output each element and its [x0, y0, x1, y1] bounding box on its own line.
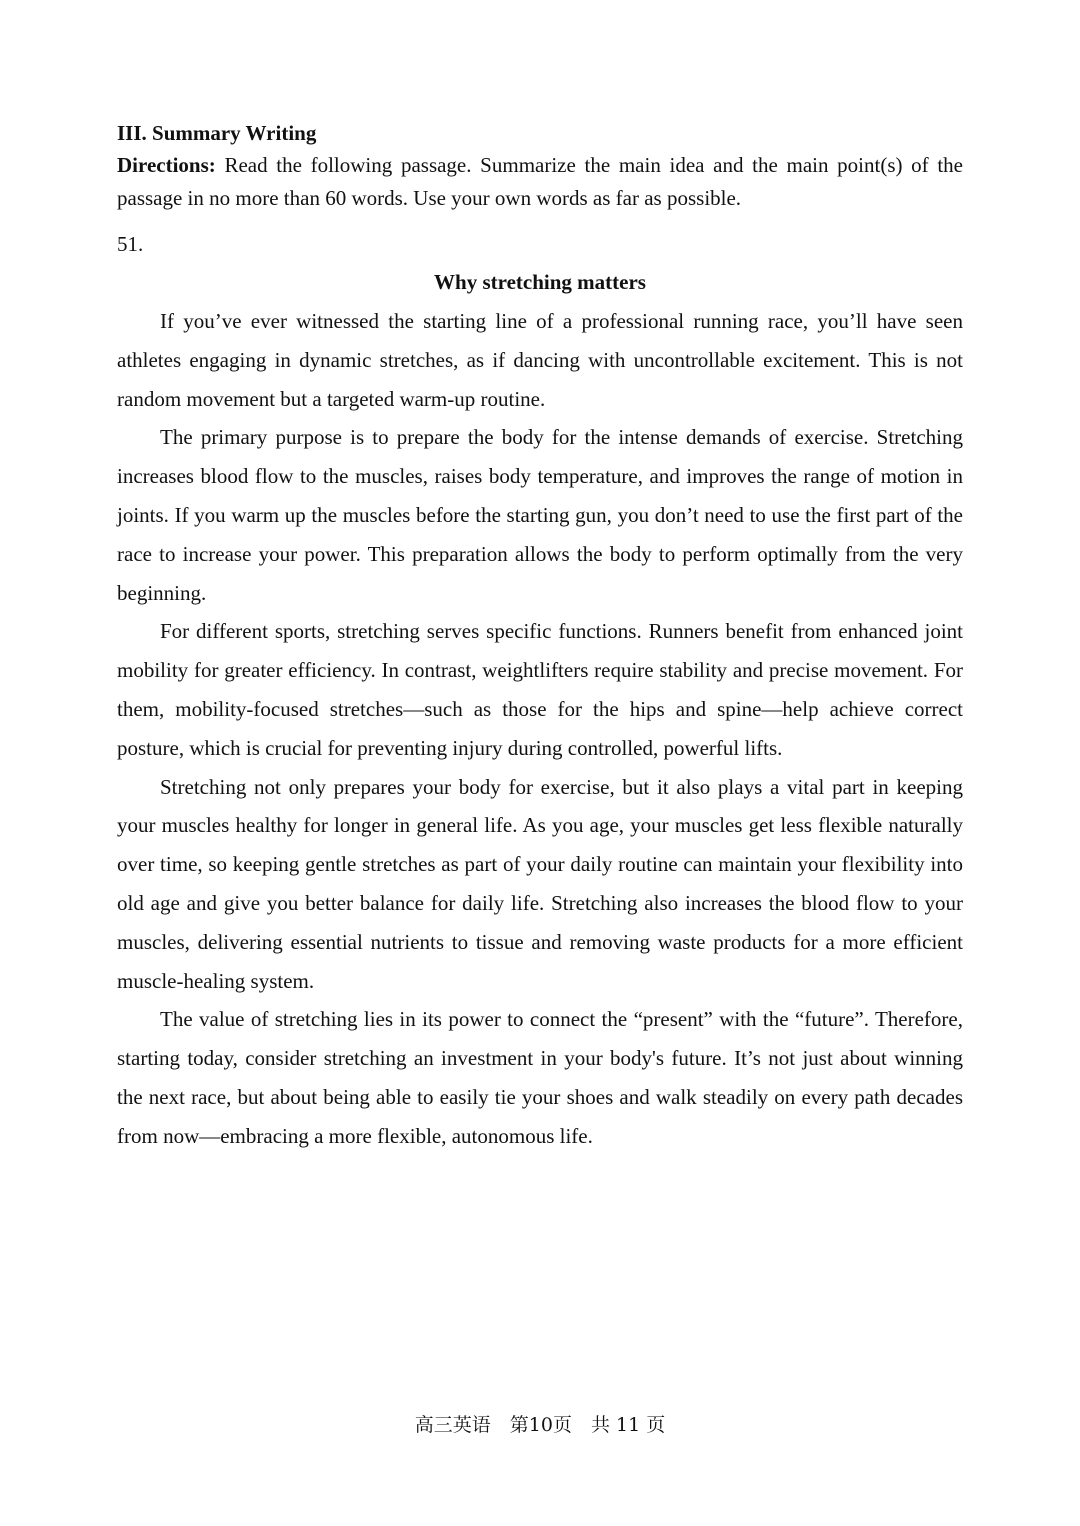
directions-text: Read the following passage. Summarize the main idea and the main point(s) of the passage in no more than 60 words. Use your own words as far as possible. — [117, 153, 963, 210]
directions-label: Directions: — [117, 153, 216, 177]
question-number: 51. — [117, 232, 144, 256]
passage-paragraph-3: For different sports, stretching serves specific functions. Runners benefit from enhanced joint mobility for greater efficiency. In contrast, weightlifters require stability and precise movement. For them, mobility-focused stretches—such as those for the hips and spine—help achieve correct posture, which is crucial for preventing injury during controlled, powerful lifts. — [117, 619, 963, 760]
passage-paragraph-1: If you’ve ever witnessed the starting line of a professional running race, you’ll have seen athletes engaging in dynamic stretches, as if dancing with uncontrollable excitement. This is not random movement but a targeted warm-up routine. — [117, 309, 963, 411]
directions — [117, 149, 963, 214]
page-footer: 高三英语 第10页 共 11 页 — [414, 1414, 666, 1436]
passage-paragraph-4: Stretching not only prepares your body for exercise, but it also plays a vital part in keeping your muscles healthy for longer in general life. As you age, your muscles get less flexible naturally over time, so keeping gentle stretches as part of your daily routine can maintain your flexibility into old age and give you better balance for daily life. Stretching also increases the blood flow to your muscles, delivering essential nutrients to tissue and removing waste products for a more efficient muscle-healing system. — [117, 774, 963, 993]
passage-title: Why stretching matters — [434, 270, 646, 294]
section-heading: III. Summary Writing — [117, 121, 317, 145]
page-content — [117, 117, 963, 1156]
passage-paragraph-2: The primary purpose is to prepare the body for the intense demands of exercise. Stretching increases blood flow to the muscles, raises body temperature, and improves the range of motion in joints. If you warm up the muscles before the starting gun, you don’t need to use the first part of the race to increase your power. This preparation allows the body to perform optimally from the very beginning. — [117, 425, 963, 605]
passage-paragraph-5: The value of stretching lies in its power to connect the “present” with the “future”. Therefore, starting today, consider stretching an investment in your body's future. It’s not just about winning the next race, but about being able to easily tie your shoes and walk steadily on every path decades from now—embracing a more flexible, autonomous life. — [117, 1007, 963, 1148]
